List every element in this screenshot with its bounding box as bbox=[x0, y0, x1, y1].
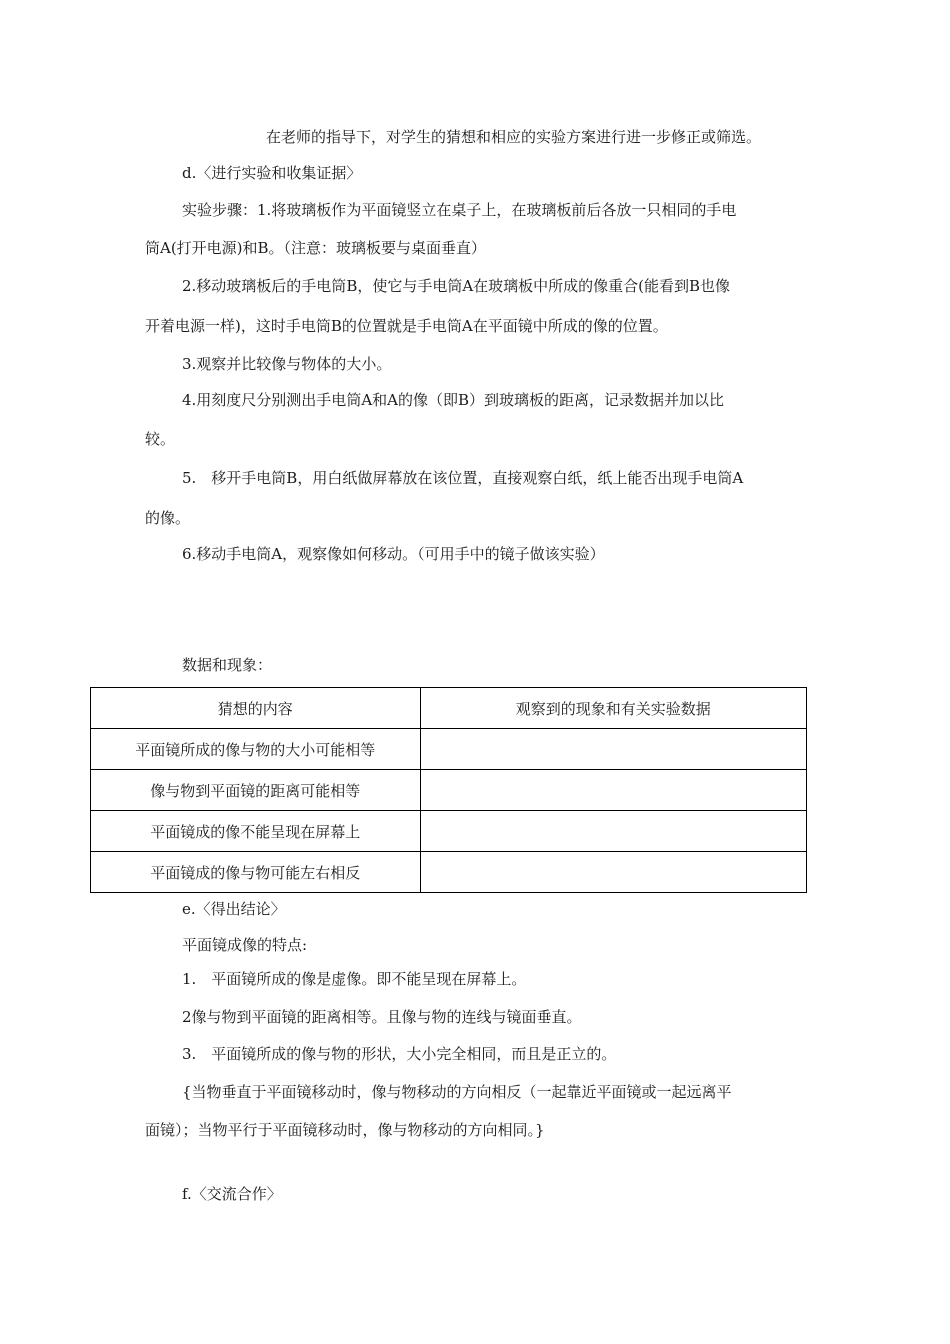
table-cell: 平面镜所成的像与物的大小可能相等 bbox=[91, 729, 421, 770]
observation-table bbox=[90, 687, 807, 893]
section-d-heading: d.〈进行实验和收集证据〉 bbox=[182, 164, 362, 182]
step-6: 6.移动手电筒A，观察像如何移动。（可用手中的镜子做该实验） bbox=[182, 545, 605, 563]
section-f-heading: f.〈交流合作〉 bbox=[182, 1185, 282, 1203]
table-row bbox=[91, 770, 807, 811]
table-row bbox=[91, 811, 807, 852]
conclusion-3: 3. 平面镜所成的像与物的形状，大小完全相同，而且是正立的。 bbox=[182, 1045, 617, 1063]
step-2-line-2: 开着电源一样)，这时手电筒B的位置就是手电筒A在平面镜中所成的像的位置。 bbox=[145, 317, 668, 335]
data-heading: 数据和现象： bbox=[182, 656, 273, 674]
table-cell bbox=[420, 811, 806, 852]
table-cell: 像与物到平面镜的距离可能相等 bbox=[91, 770, 421, 811]
section-e-heading: e.〈得出结论〉 bbox=[182, 900, 286, 918]
table-header-row bbox=[91, 688, 807, 729]
table-header-cell: 猜想的内容 bbox=[91, 688, 421, 729]
step-3: 3.观察并比较像与物体的大小。 bbox=[182, 355, 392, 373]
step-4-line-1: 4.用刻度尺分别测出手电筒A和A的像（即B）到玻璃板的距离，记录数据并加以比 bbox=[182, 391, 725, 409]
note-line-2: 面镜）；当物平行于平面镜移动时，像与物移动的方向相同。} bbox=[145, 1121, 545, 1139]
conclusion-heading: 平面镜成像的特点: bbox=[182, 936, 308, 954]
step-2-line-1: 2.移动玻璃板后的手电筒B，使它与手电筒A在玻璃板中所成的像重合(能看到B也像 bbox=[182, 277, 731, 295]
step-4-line-2: 较。 bbox=[145, 430, 176, 448]
table-cell bbox=[420, 852, 806, 893]
conclusion-1: 1. 平面镜所成的像是虚像。即不能呈现在屏幕上。 bbox=[182, 970, 527, 988]
conclusion-2: 2像与物到平面镜的距离相等。且像与物的连线与镜面垂直。 bbox=[182, 1008, 582, 1026]
table-row bbox=[91, 729, 807, 770]
step-5-line-1: 5. 移开手电筒B，用白纸做屏幕放在该位置，直接观察白纸，纸上能否出现手电筒A bbox=[182, 469, 744, 487]
step-1-line-2: 筒A(打开电源)和B。（注意：玻璃板要与桌面垂直） bbox=[145, 239, 487, 257]
table-cell bbox=[420, 729, 806, 770]
table-header-cell: 观察到的现象和有关实验数据 bbox=[420, 688, 806, 729]
intro-paragraph: 在老师的指导下，对学生的猜想和相应的实验方案进行进一步修正或筛选。 bbox=[266, 128, 762, 146]
table-row bbox=[91, 852, 807, 893]
step-1-line-1: 实验步骤：1.将玻璃板作为平面镜竖立在桌子上，在玻璃板前后各放一只相同的手电 bbox=[182, 201, 737, 219]
table-cell: 平面镜成的像不能呈现在屏幕上 bbox=[91, 811, 421, 852]
table-cell: 平面镜成的像与物可能左右相反 bbox=[91, 852, 421, 893]
note-line-1: {当物垂直于平面镜移动时，像与物移动的方向相反（一起靠近平面镜或一起远离平 bbox=[182, 1083, 732, 1101]
step-5-line-2: 的像。 bbox=[145, 509, 191, 527]
table-cell bbox=[420, 770, 806, 811]
